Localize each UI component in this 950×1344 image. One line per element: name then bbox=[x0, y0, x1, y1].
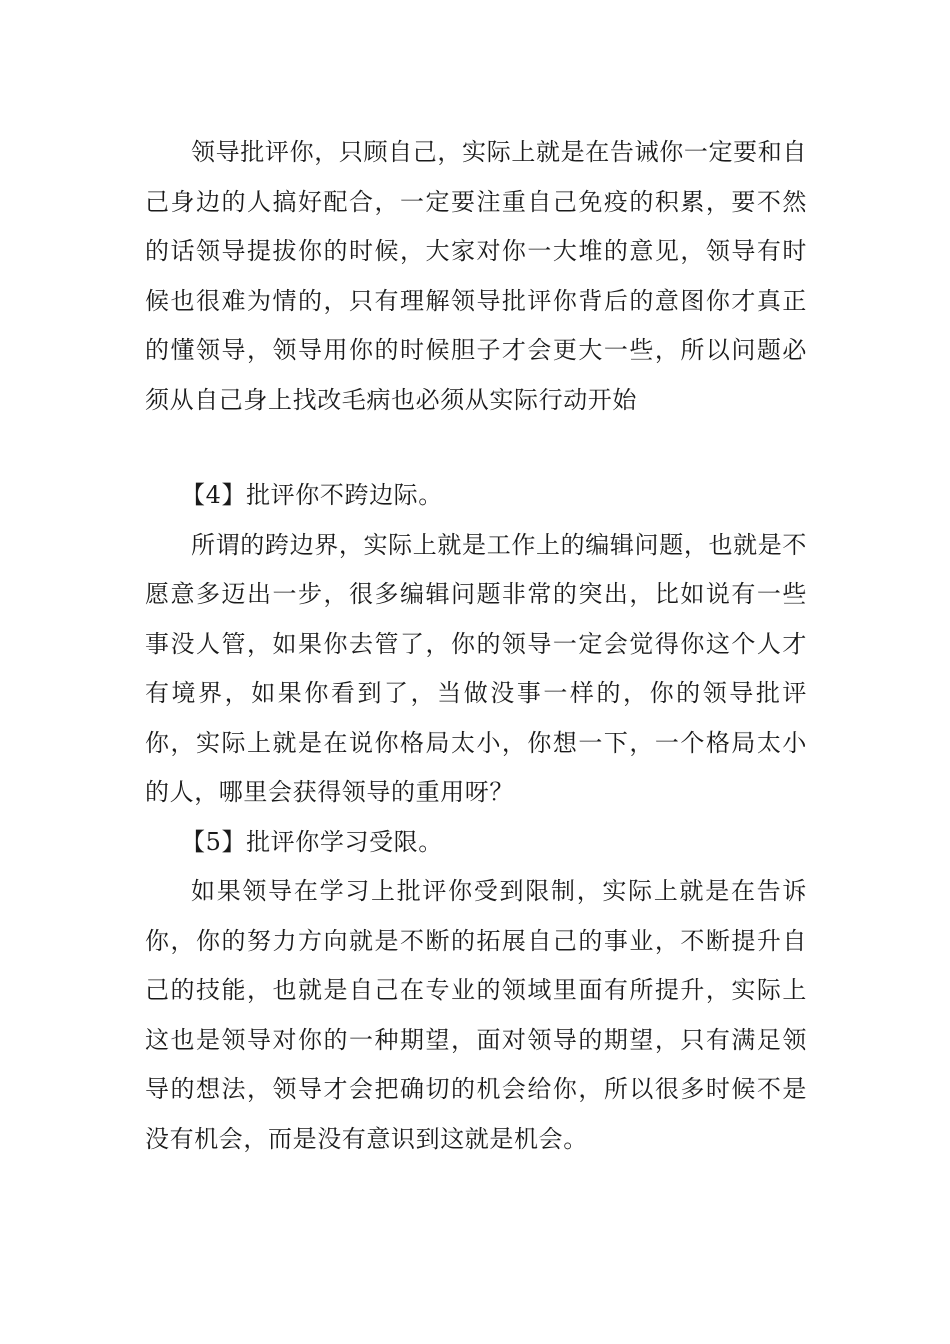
paragraph-3: 如果领导在学习上批评你受到限制，实际上就是在告诉你，你的努力方向就是不断的拓展自己的事业，不断提升自己的技能，也就是自己在专业的领域里面有所提升，实际上这也是领导对你的一种期望，面对领导的期望，只有满足领导的想法，领导才会把确切的机会给你，所以很多时候不是没有机会，而是没有意识到这就是机会。 bbox=[145, 877, 807, 1153]
section-gap bbox=[145, 425, 807, 471]
paragraph-1: 领导批评你，只顾自己，实际上就是在告诫你一定要和自己身边的人搞好配合，一定要注重自己免疫的积累，要不然的话领导提拔你的时候，大家对你一大堆的意见，领导有时候也很难为情的，只有理解领导批评你背后的意图你才真正的懂领导，领导用你的时候胆子才会更大一些，所以问题必须从自己身上找改毛病也必须从实际行动开始 bbox=[145, 138, 807, 414]
paragraph-2: 所谓的跨边界，实际上就是工作上的编辑问题，也就是不愿意多迈出一步，很多编辑问题非常的突出，比如说有一些事没人管，如果你去管了，你的领导一定会觉得你这个人才有境界，如果你看到了，当做没事一样的，你的领导批评你，实际上就是在说你格局太小，你想一下，一个格局太小的人，哪里会获得领导的重用呀？ bbox=[145, 530, 807, 806]
document-page bbox=[145, 128, 807, 1164]
section-heading-5: 【5】批评你学习受限。 bbox=[181, 827, 443, 856]
section-heading-4: 【4】批评你不跨边际。 bbox=[181, 481, 443, 509]
